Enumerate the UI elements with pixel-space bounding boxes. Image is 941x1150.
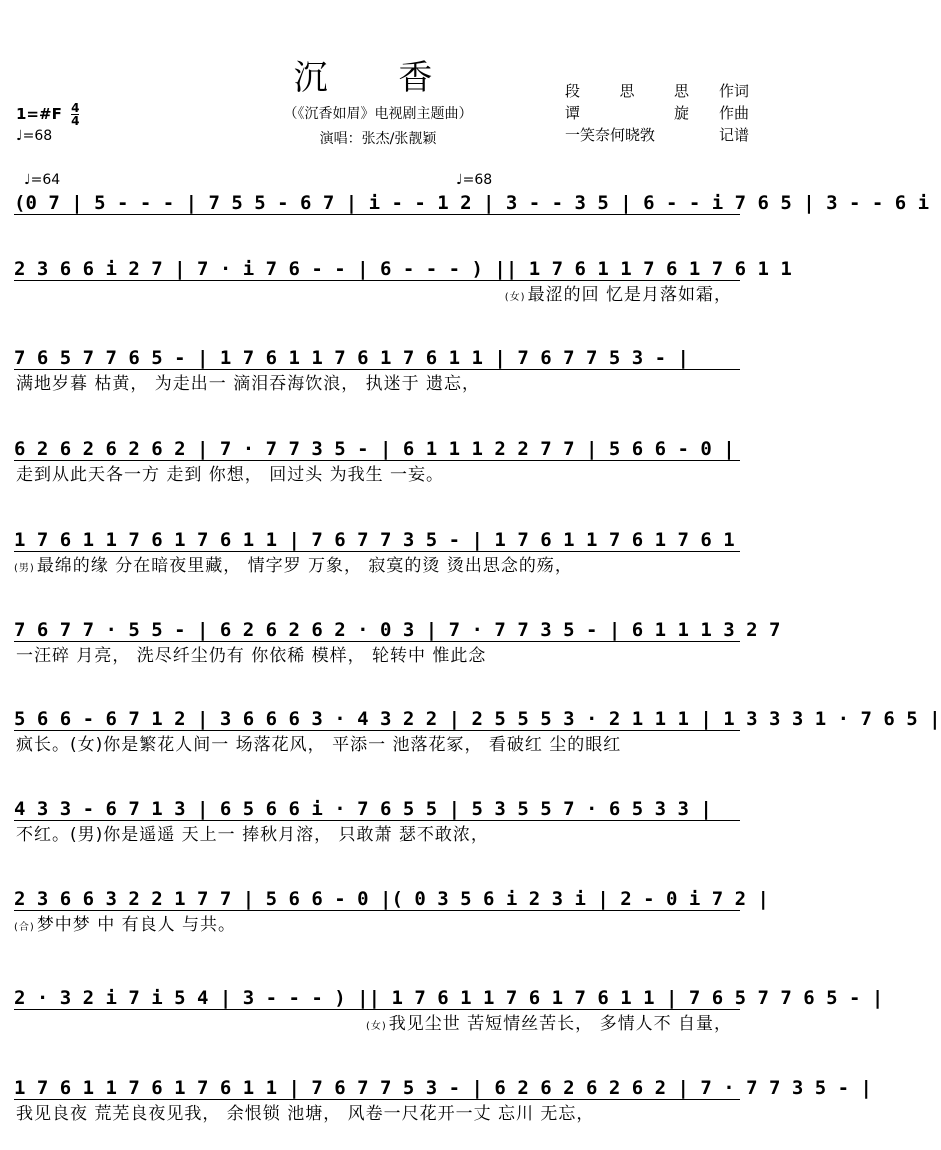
- credit-name: [565, 102, 689, 124]
- credit-name-part: 一笑奈何晓敩: [565, 126, 656, 144]
- lyrics-text: 疯长。(女)你是繁花人间一 场落花风， 平添一 池落花冢， 看破红 尘的眼红: [16, 735, 622, 755]
- notation-text: 5 6 6 - 6 7 1 2 | 3 6 6 6 3 · 4 3 2 2 | 2 5 5 5 3 · 2 1 1 1 | 1 3 3 3 1 · 7 6 5 |: [14, 708, 941, 730]
- key-signature: [16, 102, 79, 127]
- score-line: [14, 190, 930, 242]
- beam-line: [14, 551, 740, 552]
- score-line: [14, 985, 884, 1037]
- notation-row: [14, 256, 792, 282]
- beam-line: [14, 730, 740, 731]
- notation-row: [14, 706, 941, 732]
- score-line: [14, 796, 740, 848]
- beam-line: [14, 910, 740, 911]
- credit-name-part: 谭: [565, 104, 581, 122]
- credit-name: [565, 80, 689, 102]
- notation-text: 2 3 6 6 3 2 2 1 7 7 | 5 6 6 - 0 |( 0 3 5 6 i 2 3 i | 2 - 0 i 7 2 |: [14, 888, 769, 910]
- lyrics-row: [14, 216, 740, 242]
- credit-name: [565, 124, 689, 146]
- notation-text: 2 3 6 6 i 2 7 | 7 · i 7 6 - - | 6 - - - ) || 1 7 6 1 1 7 6 1 7 6 1 1: [14, 258, 792, 280]
- score-line: [14, 886, 769, 938]
- beam-line: [14, 369, 740, 370]
- lyrics-row: [14, 1011, 740, 1037]
- tempo: ♩=68: [16, 128, 53, 144]
- lyrics-text: 我见良夜 荒芜良夜见我， 余恨锁 池塘， 风卷一尺花开一丈 忘川 无忘，: [16, 1104, 595, 1124]
- tempo-mark-intro: ♩=64: [24, 172, 61, 188]
- lyrics-text: 最涩的回 忆是月落如霜，: [527, 285, 732, 305]
- credit-role: 记谱: [718, 126, 749, 144]
- lyrics-text: 一汪碎 月亮， 洗尽纤尘仍有 你依稀 模样， 轮转中 惟此念: [16, 646, 487, 666]
- singers: 演唱：张杰/张靓颖: [319, 131, 437, 147]
- voice-part-label: (女): [504, 292, 526, 303]
- voice-part-label: (合): [14, 922, 35, 933]
- song-subtitle: （《沉香如眉》电视剧主题曲）: [283, 106, 473, 122]
- score-line: [14, 345, 740, 397]
- score-line: [14, 617, 781, 669]
- beam-line: [14, 1099, 740, 1100]
- key-label: 1=#F: [16, 105, 62, 123]
- notation-text: 4 3 3 - 6 7 1 3 | 6 5 6 6 i · 7 6 5 5 | 5 3 5 5 7 · 6 5 3 3 |: [14, 798, 712, 820]
- credit-name-part: 段: [565, 82, 581, 100]
- credit-name-part: 思: [619, 82, 635, 100]
- time-sig-bottom: 4: [71, 114, 80, 128]
- score-line: [14, 256, 792, 308]
- credit-role: 作曲: [718, 104, 749, 122]
- lyrics-text: 满地岁暮 枯黄， 为走出一 滴泪吞海饮浪， 执迷于 遗忘，: [16, 374, 481, 394]
- beam-line: [14, 460, 740, 461]
- score-line: [14, 706, 941, 758]
- lyrics-text: 我见尘世 苦短情丝苦长， 多情人不 自量，: [388, 1014, 732, 1034]
- notation-row: [14, 1075, 872, 1101]
- beam-line: [14, 820, 740, 821]
- notation-row: [14, 190, 930, 216]
- credit-name-part: 思: [673, 82, 689, 100]
- beam-line: [14, 1009, 740, 1010]
- lyrics-text: 走到从此天各一方 走到 你想， 回过头 为我生 一妄。: [16, 465, 445, 485]
- time-sig-top: 4: [71, 101, 80, 115]
- credit-row: [565, 80, 749, 102]
- lyrics-text: 不红。(男)你是遥遥 天上一 捧秋月溶， 只敢萧 瑟不敢浓，: [16, 825, 489, 845]
- beam-line: [14, 280, 740, 281]
- score-line: [14, 527, 740, 579]
- score-line: [14, 436, 740, 488]
- credit-name-part: 旋: [673, 104, 689, 122]
- lyrics-row: [14, 732, 740, 758]
- notation-row: [14, 796, 740, 822]
- lyrics-row: [14, 822, 740, 848]
- voice-part-label: (男): [14, 563, 35, 574]
- lyrics-row: [14, 643, 740, 669]
- notation-text: 1 7 6 1 1 7 6 1 7 6 1 1 | 7 6 7 7 5 3 - | 6 2 6 2 6 2 6 2 | 7 · 7 7 3 5 - |: [14, 1077, 872, 1099]
- lyrics-row: [14, 1101, 740, 1127]
- lyrics-row: [14, 282, 740, 308]
- lyrics-text: 最绵的缘 分在暗夜里藏， 情字罗 万象， 寂寞的烫 烫出思念的殇，: [36, 556, 573, 576]
- notation-row: [14, 527, 740, 553]
- credits: [565, 80, 749, 146]
- beam-line: [14, 641, 740, 642]
- notation-row: [14, 617, 781, 643]
- notation-row: [14, 886, 769, 912]
- credit-role: 作词: [718, 82, 749, 100]
- notation-row: [14, 985, 884, 1011]
- credit-row: [565, 102, 749, 124]
- notation-text: 7 6 5 7 7 6 5 - | 1 7 6 1 1 7 6 1 7 6 1 1 | 7 6 7 7 5 3 - |: [14, 347, 689, 369]
- score-line: [14, 1075, 872, 1127]
- notation-text: (0 7 | 5 - - - | 7 5 5 - 6 7 | i - - 1 2 | 3 - - 3 5 | 6 - - i 7 6 5 | 3 - - 6 i: [14, 192, 930, 214]
- lyrics-row: [14, 912, 740, 938]
- notation-text: 1 7 6 1 1 7 6 1 7 6 1 1 | 7 6 7 7 3 5 - | 1 7 6 1 1 7 6 1 7 6 1: [14, 529, 735, 551]
- notation-row: [14, 345, 740, 371]
- notation-text: 7 6 7 7 · 5 5 - | 6 2 6 2 6 2 · 0 3 | 7 · 7 7 3 5 - | 6 1 1 1 3 2 7: [14, 619, 781, 641]
- notation-row: [14, 436, 740, 462]
- tempo-mark-change: ♩=68: [456, 172, 493, 188]
- lyrics-row: [14, 462, 740, 488]
- song-title: 沉 香: [293, 58, 463, 98]
- time-signature: [71, 102, 79, 127]
- lyrics-row: [14, 553, 740, 579]
- credit-row: [565, 124, 749, 146]
- voice-part-label: (女): [365, 1021, 387, 1032]
- beam-line: [14, 214, 740, 215]
- notation-text: 2 · 3 2 i 7 i 5 4 | 3 - - - ) || 1 7 6 1 1 7 6 1 7 6 1 1 | 7 6 5 7 7 6 5 - |: [14, 987, 884, 1009]
- lyrics-text: 梦中梦 中 有良人 与共。: [36, 915, 237, 935]
- notation-text: 6 2 6 2 6 2 6 2 | 7 · 7 7 3 5 - | 6 1 1 1 2 2 7 7 | 5 6 6 - 0 |: [14, 438, 735, 460]
- lyrics-row: [14, 371, 740, 397]
